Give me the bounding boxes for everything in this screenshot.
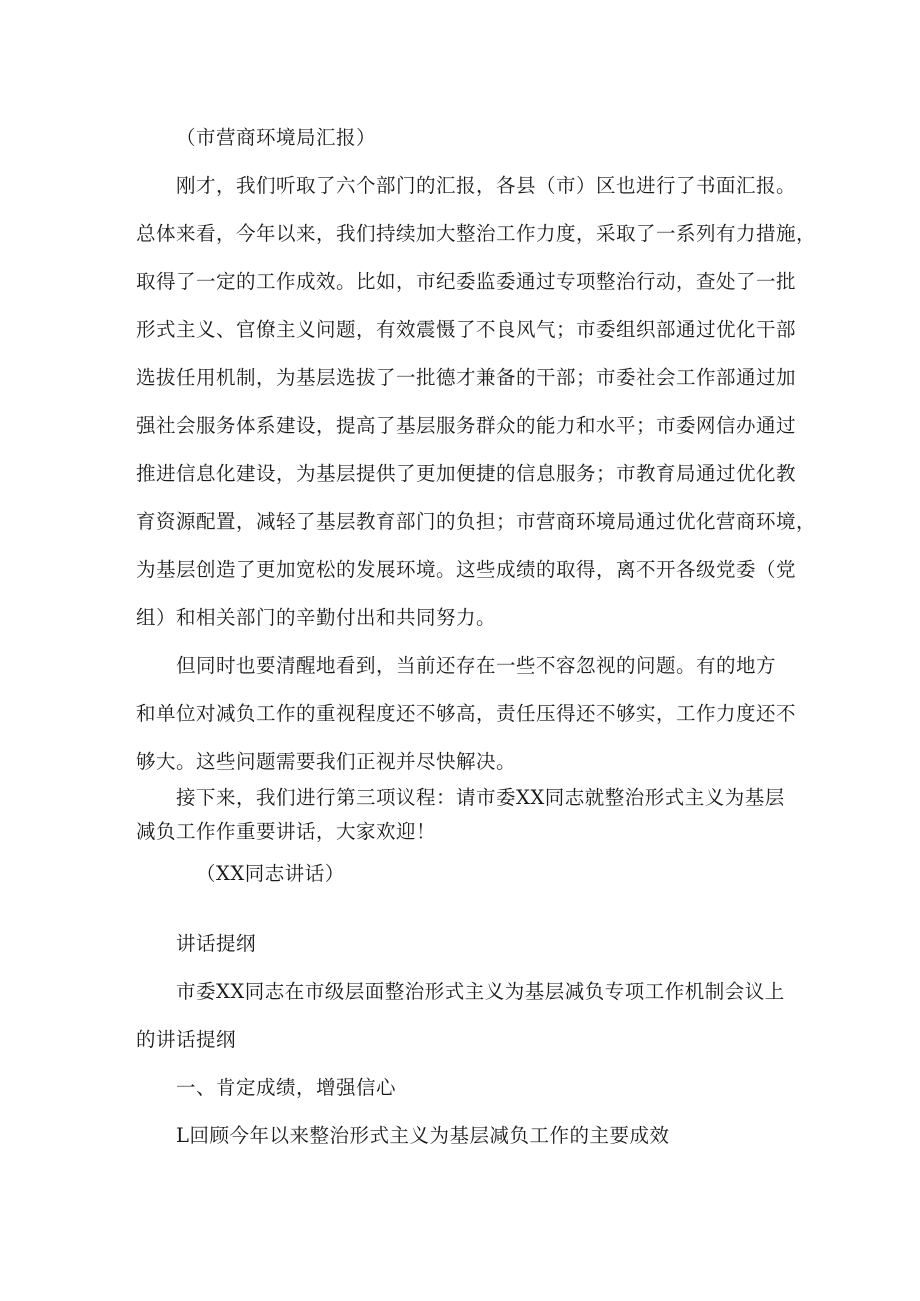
paragraph-2-line-3: 够大。这些问题需要我们正视并尽快解决。 [136, 750, 517, 773]
paragraph-1-line-7: 推进信息化建设，为基层提供了更加便捷的信息服务；市教育局通过优化教 [136, 462, 797, 485]
outline-title-line-1: 市委XX同志在市级层面整治形式主义为基层减负专项工作机制会议上 [176, 980, 785, 1003]
paragraph-1-line-4: 形式主义、官僚主义问题，有效震慑了不良风气；市委组织部通过优化干部 [136, 318, 797, 341]
paragraph-1-line-9: 为基层创造了更加宽松的发展环境。这些成绩的取得，离不开各级党委（党 [136, 558, 797, 581]
speech-note: （XX同志讲话） [196, 862, 345, 885]
section-one-item-1: L回顾今年以来整治形式主义为基层减负工作的主要成效 [176, 1124, 670, 1147]
report-note: （市营商环境局汇报） [176, 126, 377, 149]
paragraph-1-line-8: 育资源配置，减轻了基层教育部门的负担；市营商环境局通过优化营商环境， [136, 510, 817, 533]
outline-heading: 讲话提纲 [176, 932, 257, 955]
outline-title-line-2: 的讲话提纲 [136, 1028, 237, 1051]
paragraph-1-line-10: 组）和相关部门的辛勤付出和共同努力。 [136, 606, 497, 629]
paragraph-1-line-2: 总体来看，今年以来，我们持续加大整治工作力度，采取了一系列有力措施， [136, 222, 817, 245]
paragraph-1-line-6: 强社会服务体系建设，提高了基层服务群众的能力和水平；市委网信办通过 [136, 414, 797, 437]
paragraph-1-line-5: 选拔任用机制，为基层选拔了一批德才兼备的干部；市委社会工作部通过加 [136, 366, 797, 389]
agenda-line-1: 接下来，我们进行第三项议程：请市委XX同志就整治形式主义为基层 [176, 786, 785, 809]
paragraph-1-line-3: 取得了一定的工作成效。比如，市纪委监委通过专项整治行动，查处了一批 [136, 270, 797, 293]
section-one-heading: 一、肯定成绩，增强信心 [176, 1076, 397, 1099]
paragraph-2-line-1: 但同时也要清醒地看到，当前还存在一些不容忽视的问题。有的地方 [176, 654, 777, 677]
agenda-line-2: 减负工作作重要讲话，大家欢迎！ [136, 820, 437, 843]
paragraph-2-line-2: 和单位对减负工作的重视程度还不够高，责任压得还不够实，工作力度还不 [136, 702, 797, 725]
paragraph-1-line-1: 刚才，我们听取了六个部门的汇报，各县（市）区也进行了书面汇报。 [176, 174, 797, 197]
